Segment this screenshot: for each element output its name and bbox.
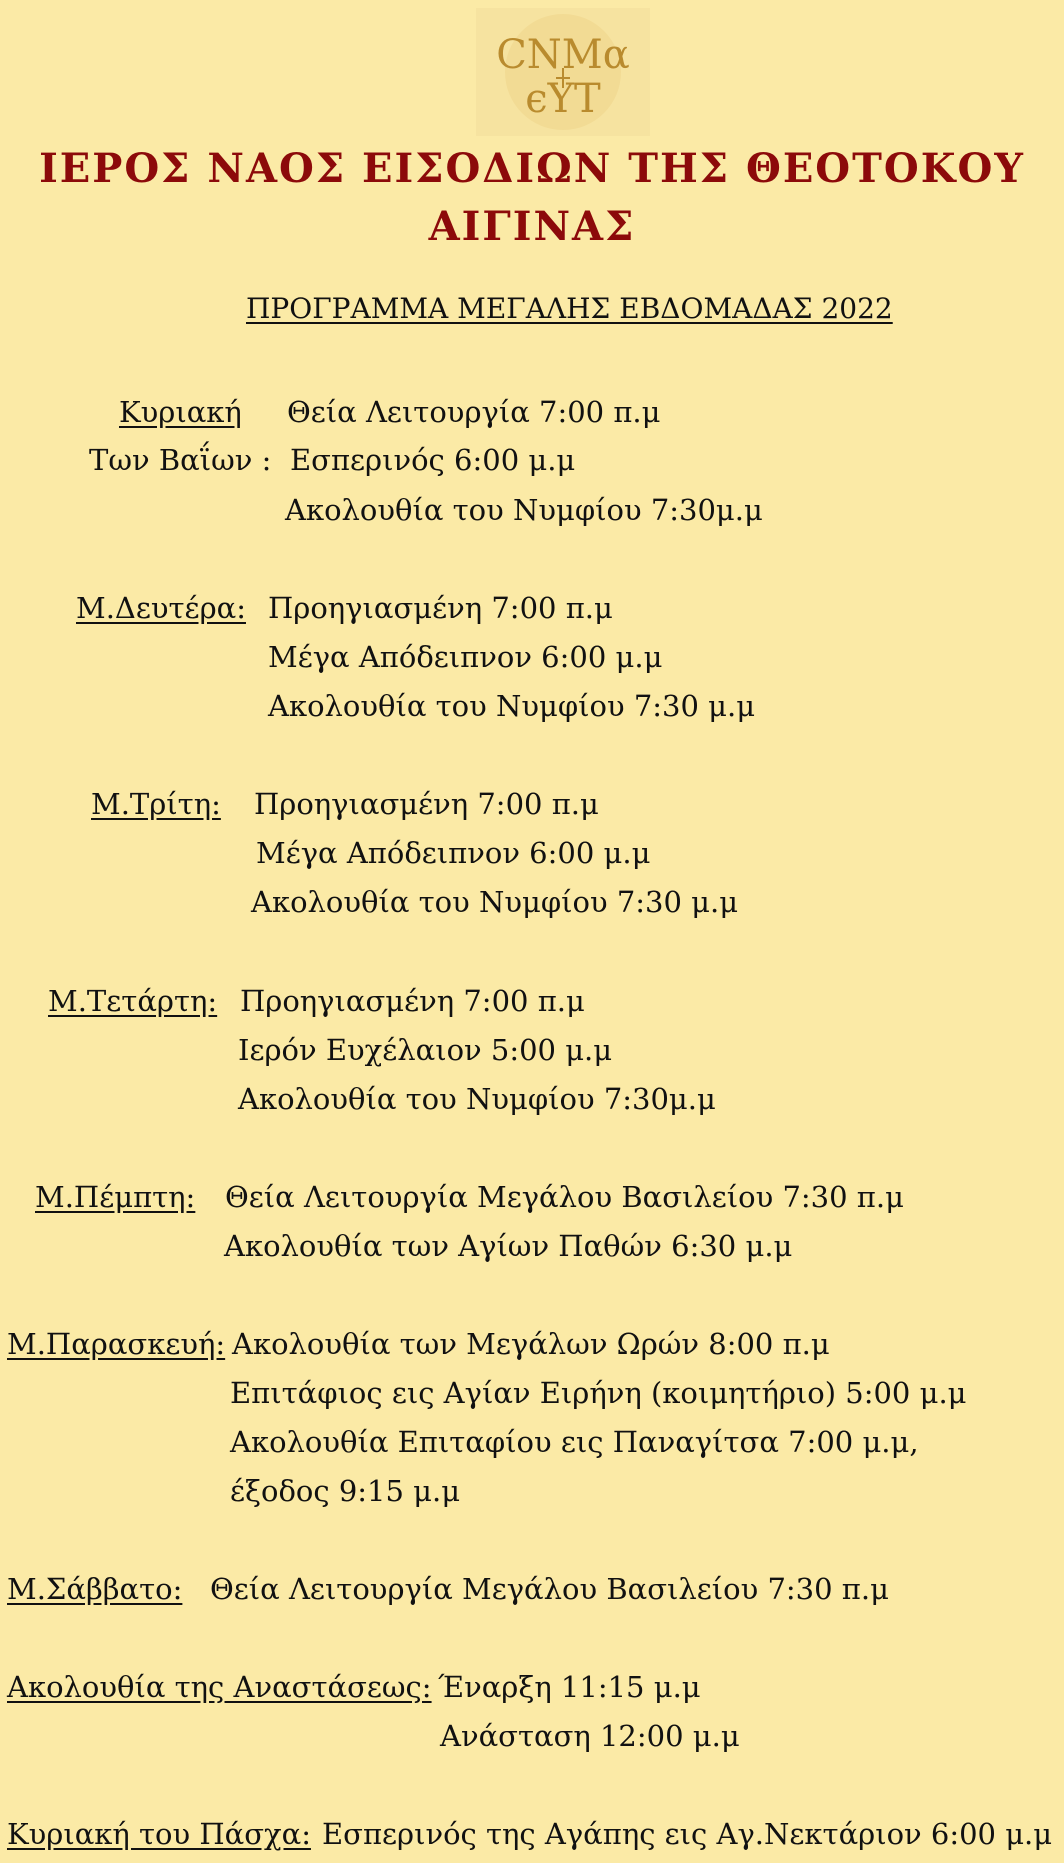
resurrection-item-2: Ανάσταση 12:00 μ.μ: [440, 1719, 740, 1753]
friday-item-4: έξοδος 9:15 μ.μ: [230, 1474, 461, 1508]
svg-text:СΝΜα: СΝΜα: [496, 32, 630, 78]
church-name-line2: ΑΙΓΙΝΑΣ: [428, 203, 636, 250]
monday-item-1: Προηγιασμένη 7:00 π.μ: [268, 591, 613, 625]
resurrection-item-1: Έναρξη 11:15 μ.μ: [438, 1670, 701, 1704]
saturday-item-1: Θεία Λειτουργία Μεγάλου Βασιλείου 7:30 π.μ: [210, 1572, 889, 1606]
day-label-friday: Μ.Παρασκευή:: [7, 1327, 226, 1361]
day-label-sunday: Κυριακή: [119, 395, 242, 429]
friday-item-1: Ακολουθία των Μεγάλων Ωρών 8:00 π.μ: [232, 1327, 830, 1361]
sunday-item-1: Θεία Λειτουργία 7:00 π.μ: [287, 395, 661, 429]
day-label-easter: Κυριακή του Πάσχα:: [7, 1817, 311, 1851]
monday-item-2: Μέγα Απόδειπνον 6:00 μ.μ: [268, 640, 663, 674]
tuesday-item-2: Μέγα Απόδειπνον 6:00 μ.μ: [256, 836, 651, 870]
day-label-tuesday: Μ.Τρίτη:: [91, 787, 221, 821]
schedule-title: ΠΡΟΓΡΑΜΜΑ ΜΕΓΑΛΗΣ ΕΒΔΟΜΑΔΑΣ 2022: [246, 292, 893, 325]
monday-item-3: Ακολουθία του Νυμφίου 7:30 μ.μ: [268, 689, 756, 723]
wednesday-item-3: Ακολουθία του Νυμφίου 7:30μ.μ: [238, 1082, 716, 1116]
day-label-sunday-2: Των Βαΐων :: [89, 443, 272, 477]
thursday-item-1: Θεία Λειτουργία Μεγάλου Βασιλείου 7:30 π.μ: [225, 1180, 904, 1214]
tuesday-item-3: Ακολουθία του Νυμφίου 7:30 μ.μ: [251, 885, 739, 919]
friday-item-3: Ακολουθία Επιταφίου εις Παναγίτσα 7:00 μ.μ,: [230, 1425, 919, 1459]
wednesday-item-2: Ιερόν Ευχέλαιον 5:00 μ.μ: [238, 1033, 613, 1067]
sunday-item-3: Ακολουθία του Νυμφίου 7:30μ.μ: [285, 493, 763, 527]
day-label-saturday: Μ.Σάββατο:: [7, 1572, 183, 1606]
monogram-icon: [476, 8, 650, 136]
day-label-monday: Μ.Δευτέρα:: [76, 591, 246, 625]
easter-item-1: Εσπερινός της Αγάπης εις Αγ.Νεκτάριον 6:00 μ.μ: [322, 1817, 1053, 1851]
church-name: [0, 140, 1064, 256]
sunday-item-2: Εσπερινός 6:00 μ.μ: [290, 443, 576, 477]
svg-text:ϵΥΤ: ϵΥΤ: [525, 76, 601, 122]
wednesday-item-1: Προηγιασμένη 7:00 π.μ: [240, 984, 585, 1018]
church-name-line1: ΙΕΡΟΣ ΝΑΟΣ ΕΙΣΟΔΙΩΝ ΤΗΣ ΘΕΟΤΟΚΟΥ: [39, 145, 1025, 192]
friday-item-2: Επιτάφιος εις Αγίαν Ειρήνη (κοιμητήριο) 5:00 μ.μ: [230, 1376, 967, 1410]
tuesday-item-1: Προηγιασμένη 7:00 π.μ: [254, 787, 599, 821]
thursday-item-2: Ακολουθία των Αγίων Παθών 6:30 μ.μ: [224, 1229, 793, 1263]
day-label-thursday: Μ.Πέμπτη:: [35, 1180, 196, 1214]
day-label-wednesday: Μ.Τετάρτη:: [48, 984, 218, 1018]
day-label-resurrection: Ακολουθία της Αναστάσεως:: [7, 1670, 432, 1704]
church-logo: [476, 8, 650, 136]
